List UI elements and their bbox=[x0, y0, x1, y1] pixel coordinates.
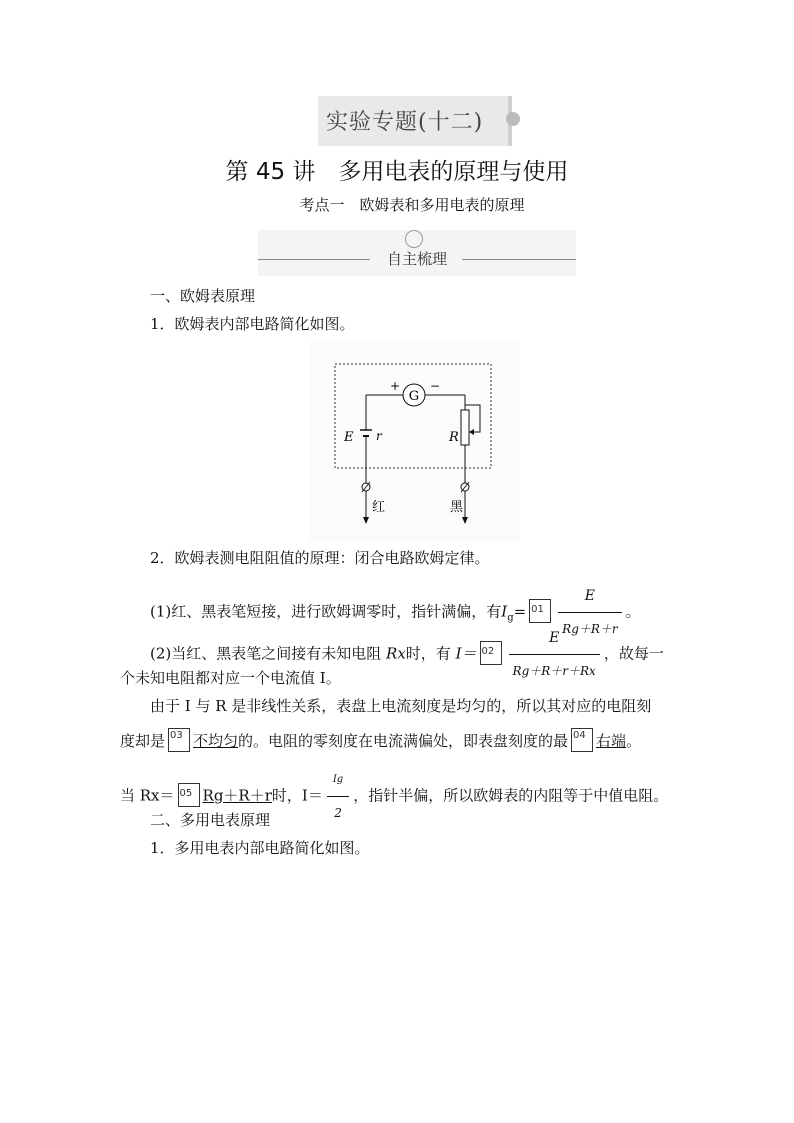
section-subtitle: 考点一 欧姆表和多用电表的原理 bbox=[299, 196, 525, 214]
page-title: 第 45 讲 多用电表的原理与使用 bbox=[225, 159, 569, 185]
answer-box-04-number: 04 bbox=[573, 730, 586, 741]
p4-numerator: Ig bbox=[332, 774, 344, 785]
p3-c: 。 bbox=[626, 732, 642, 750]
plus-label: + bbox=[390, 379, 401, 393]
banner-label: 自主梳理 bbox=[386, 250, 447, 268]
p2-line2: 个未知电阻都对应一个电流值 I。 bbox=[120, 669, 341, 687]
rheostat-icon bbox=[461, 410, 469, 445]
badge-arrow-icon bbox=[506, 112, 520, 126]
item-2-1-text: 1．多用电表内部电路简化如图。 bbox=[150, 839, 370, 857]
p3-a: 度却是 bbox=[120, 732, 166, 750]
p2-denominator: Rg＋R＋r＋Rx bbox=[509, 654, 600, 687]
answer-box-05-number: 05 bbox=[179, 787, 193, 799]
black-lead-label: 黑 bbox=[450, 500, 464, 515]
p2-Rx: Rx bbox=[386, 644, 406, 663]
leaf-icon bbox=[405, 230, 423, 248]
answer-box-01 bbox=[529, 599, 551, 623]
p4-denominator: 2 bbox=[327, 796, 349, 829]
p2-fraction bbox=[509, 622, 600, 687]
answer-03-text: 不均匀 bbox=[193, 732, 239, 750]
p1-denominator: Rg＋R＋r bbox=[558, 612, 622, 645]
p3-line2 bbox=[120, 728, 641, 754]
answer-box-05 bbox=[178, 783, 200, 807]
p4-fraction bbox=[327, 764, 349, 829]
p1-sub: g bbox=[507, 612, 514, 624]
minus-label: − bbox=[430, 379, 441, 393]
answer-box-03-number: 03 bbox=[170, 730, 183, 741]
p2-end: ，故每一 bbox=[603, 644, 664, 663]
p1-end: 。 bbox=[625, 602, 641, 621]
p2-prefix: (2)当红、黑表笔之间接有未知电阻 bbox=[150, 644, 382, 663]
p1-eq: = bbox=[513, 602, 527, 621]
battery-internal-r-label: r bbox=[376, 429, 382, 443]
p2-mid: 时，有 bbox=[405, 644, 451, 663]
battery-emf-label: E bbox=[344, 430, 354, 445]
p4-b: 时，I＝ bbox=[271, 786, 323, 805]
answer-05-text: Rg＋R＋r bbox=[202, 786, 272, 805]
chapter-badge-text: 实验专题(十二) bbox=[326, 110, 484, 135]
galvanometer-label: G bbox=[408, 389, 420, 404]
p2-I: I＝ bbox=[455, 644, 477, 663]
item-1-text: 1．欧姆表内部电路简化如图。 bbox=[150, 315, 355, 333]
p3-b: 的。电阻的零刻度在电流满偏处，即表盘刻度的最 bbox=[238, 732, 569, 750]
study-banner bbox=[258, 230, 576, 276]
p4-c: ，指针半偏，所以欧姆表的内阻等于中值电阻。 bbox=[353, 786, 669, 805]
answer-box-03 bbox=[168, 728, 190, 752]
chapter-badge bbox=[318, 96, 512, 146]
p4-a: 当 Rx＝ bbox=[120, 786, 175, 805]
answer-box-02-number: 02 bbox=[481, 645, 495, 657]
answer-box-01-number: 01 bbox=[531, 603, 544, 615]
red-lead-label: 红 bbox=[372, 500, 386, 515]
p1-numerator: E bbox=[584, 588, 596, 604]
item-2-text: 2．欧姆表测电阻阻值的原理：闭合电路欧姆定律。 bbox=[150, 549, 490, 567]
p1-prefix: (1)红、黑表笔短接，进行欧姆调零时，指针满偏，有 bbox=[150, 602, 502, 621]
answer-box-02 bbox=[480, 641, 502, 665]
p3-line1: 由于 I 与 R 是非线性关系，表盘上电流刻度是均匀的，所以其对应的电阻刻 bbox=[150, 697, 652, 715]
rheostat-label: R bbox=[449, 430, 459, 445]
p1-I: I bbox=[501, 602, 508, 621]
section-heading-2: 二、多用电表原理 bbox=[150, 811, 271, 829]
answer-box-04 bbox=[571, 728, 593, 752]
answer-04-text: 右端 bbox=[596, 732, 627, 750]
ohmmeter-circuit-diagram bbox=[310, 340, 520, 542]
p2-numerator: E bbox=[549, 630, 560, 646]
section-heading-1: 一、欧姆表原理 bbox=[150, 287, 256, 305]
